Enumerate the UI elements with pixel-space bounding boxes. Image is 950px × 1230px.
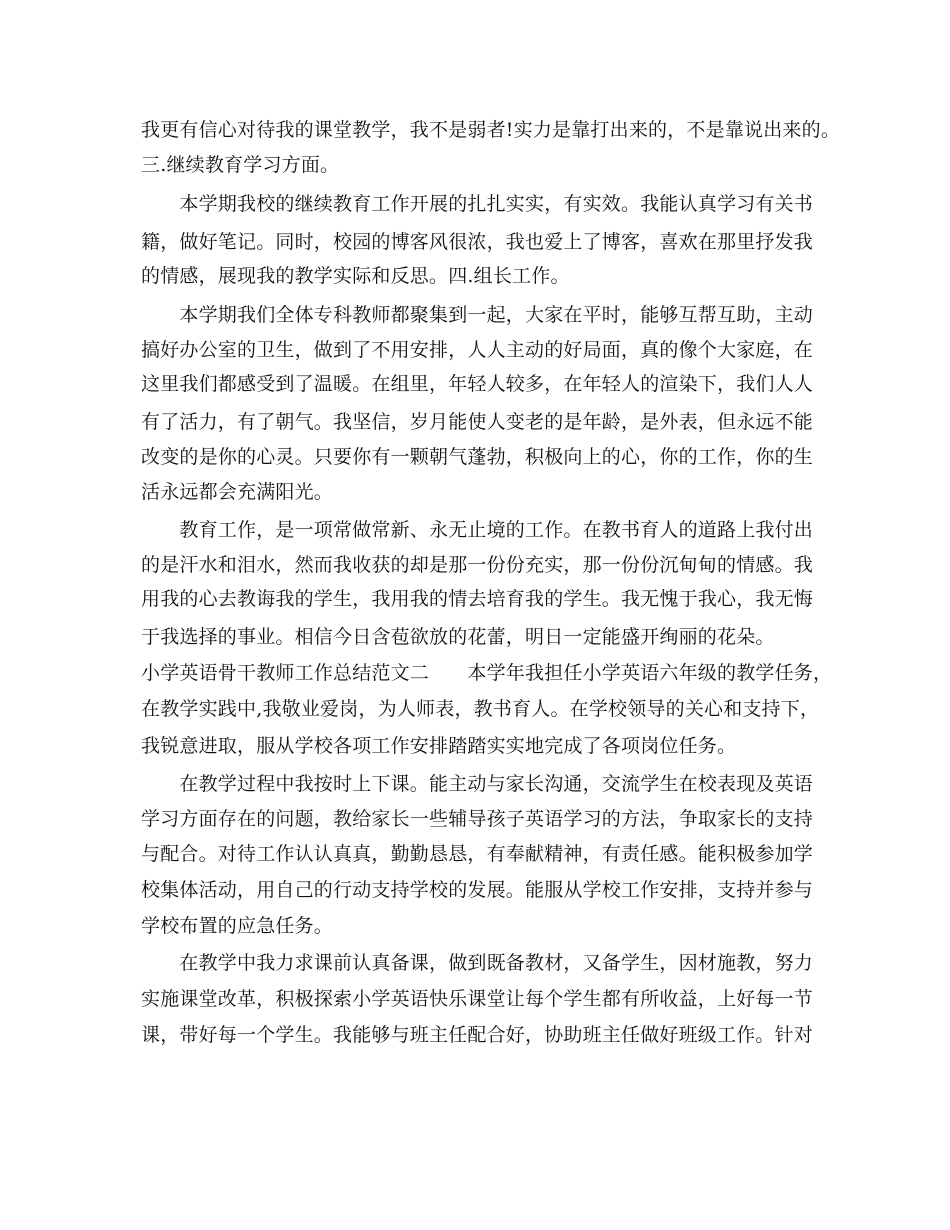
text-line: 学习方面存在的问题，教给家长一些辅导孩子英语学习的方法，争取家长的支持 [141,808,814,830]
text-line: 我锐意进取，服从学校各项工作安排踏踏实实地完成了各项岗位任务。 [141,735,737,757]
text-line: 学校布置的应急任务。 [141,915,334,937]
text-line: 我更有信心对待我的课堂教学，我不是弱者!实力是靠打出来的，不是靠说出来的。 [141,119,841,141]
text-line: 本学期我校的继续教育工作开展的扎扎实实，有实效。我能认真学习有关书 [141,193,814,215]
section-heading: 三.继续教育学习方面。 [141,154,340,176]
text-line: 搞好办公室的卫生，做到了不用安排，人人主动的好局面，真的像个大家庭，在 [141,339,814,361]
text-line: 改变的是你的心灵。只要你有一颗朝气蓬勃，积极向上的心，你的工作，你的生 [141,446,814,468]
text-line: 的情感，展现我的教学实际和反思。四.组长工作。 [141,265,570,287]
text-line: 教育工作，是一项常做常新、永无止境的工作。在教书育人的道路上我付出 [141,519,814,541]
text-line: 于我选择的事业。相信今日含苞欲放的花蕾，明日一定能盛开绚丽的花朵。 [141,626,775,648]
text-line: 有了活力，有了朝气。我坚信，岁月能使人变老的是年龄，是外表，但永远不能 [141,411,814,433]
text-line: 在教学实践中,我敬业爱岗，为人师表，教书育人。在学校领导的关心和支持下， [141,698,820,720]
text-line: 用我的心去教诲我的学生，我用我的情去培育我的学生。我无愧于我心，我无悔 [141,588,814,610]
text-line: 实施课堂改革，积极探索小学英语快乐课堂让每个学生都有所收益，上好每一节 [141,988,814,1010]
text-line: 活永远都会充满阳光。 [141,481,334,503]
text-line: 在教学中我力求课前认真备课，做到既备教材，又备学生，因材施教，努力 [141,952,814,974]
text-line: 与配合。对待工作认认真真，勤勤恳恳，有奉献精神，有责任感。能积极参加学 [141,843,814,865]
text-line: 本学期我们全体专科教师都聚集到一起，大家在平时，能够互帮互助，主动 [141,304,814,326]
text-line: 小学英语骨干教师工作总结范文二 本学年我担任小学英语六年级的教学任务， [141,662,833,684]
text-line: 课，带好每一个学生。我能够与班主任配合好，协助班主任做好班级工作。针对 [141,1024,814,1046]
text-line: 校集体活动，用自己的行动支持学校的发展。能服从学校工作安排，支持并参与 [141,879,814,901]
text-line: 籍，做好笔记。同时，校园的博客风很浓，我也爱上了博客，喜欢在那里抒发我 [141,231,814,253]
text-line: 在教学过程中我按时上下课。能主动与家长沟通，交流学生在校表现及英语 [141,773,814,795]
text-line: 这里我们都感受到了温暖。在组里，年轻人较多，在年轻人的渲染下，我们人人 [141,373,814,395]
text-line: 的是汗水和泪水，然而我收获的却是那一份份充实，那一份份沉甸甸的情感。我 [141,554,814,576]
